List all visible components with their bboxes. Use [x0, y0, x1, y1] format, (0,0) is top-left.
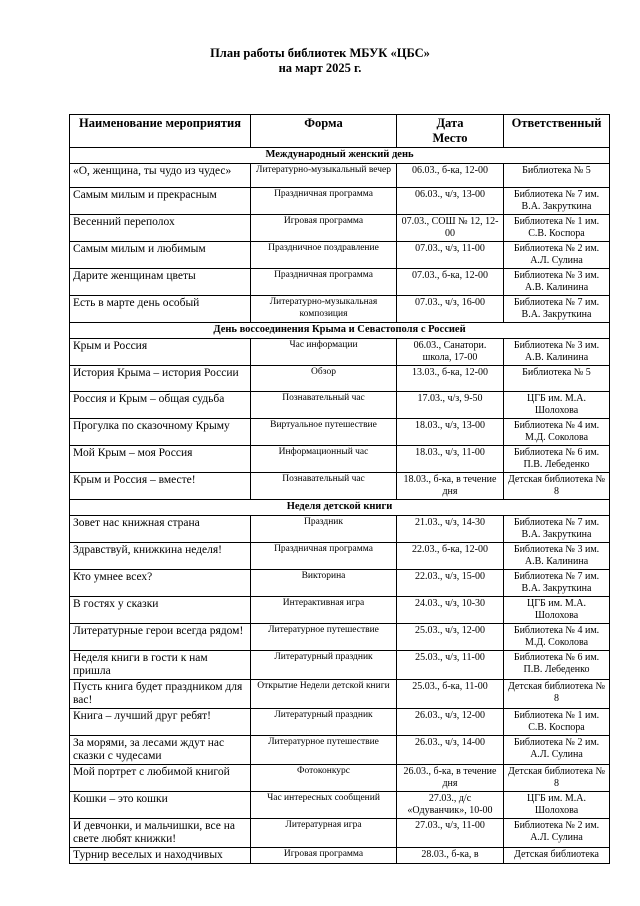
table-row [70, 473, 610, 500]
event-name-cell: Россия и Крым – общая судьба [70, 392, 251, 419]
event-form-cell: Час информации [251, 339, 397, 366]
event-form-cell: Открытие Недели детской книги [251, 680, 397, 709]
event-form-cell: Литературное путешествие [251, 624, 397, 651]
event-name-cell: Зовет нас книжная страна [70, 516, 251, 543]
event-form-cell: Игровая программа [251, 848, 397, 864]
table-row [70, 516, 610, 543]
events-table [69, 114, 610, 864]
event-date-cell: 22.03., ч/з, 15-00 [397, 570, 504, 597]
event-form-cell: Праздничная программа [251, 269, 397, 296]
table-row [70, 624, 610, 651]
event-date-cell: 25.03., ч/з, 11-00 [397, 651, 504, 680]
event-form-cell: Литературный праздник [251, 709, 397, 736]
event-form-cell: Познавательный час [251, 473, 397, 500]
event-form-cell: Обзор [251, 366, 397, 392]
event-date-cell: 27.03., д/с «Одуванчик», 10-00 [397, 792, 504, 819]
table-row [70, 792, 610, 819]
event-form-cell: Игровая программа [251, 215, 397, 242]
event-form-cell: Литературное путешествие [251, 736, 397, 765]
event-date-cell: 27.03., ч/з, 11-00 [397, 819, 504, 848]
event-name-cell: За морями, за лесами ждут нас сказки с чудесами [70, 736, 251, 765]
event-responsible-cell: Библиотека № 7 им. В.А. Закруткина [504, 516, 610, 543]
event-responsible-cell: Библиотека № 7 им. В.А. Закруткина [504, 570, 610, 597]
table-row [70, 419, 610, 446]
event-date-cell: 26.03., ч/з, 14-00 [397, 736, 504, 765]
event-responsible-cell: Библиотека № 4 им. М.Д. Соколова [504, 624, 610, 651]
event-responsible-cell: Библиотека № 6 им. П.В. Лебеденко [504, 446, 610, 473]
event-date-cell: 07.03., б-ка, 12-00 [397, 269, 504, 296]
event-date-cell: 18.03., ч/з, 11-00 [397, 446, 504, 473]
table-row [70, 269, 610, 296]
event-form-cell: Праздник [251, 516, 397, 543]
header-responsible: Ответственный [504, 115, 610, 148]
event-form-cell: Виртуальное путешествие [251, 419, 397, 446]
section-title: День воссоединения Крыма и Севастополя с Россией [70, 323, 610, 339]
table-row [70, 765, 610, 792]
header-date-line2: Место [432, 131, 468, 145]
title-line-2: на март 2025 г. [278, 61, 362, 75]
event-responsible-cell: Детская библиотека № 8 [504, 473, 610, 500]
event-date-cell: 26.03., ч/з, 12-00 [397, 709, 504, 736]
event-form-cell: Праздничная программа [251, 543, 397, 570]
event-responsible-cell: ЦГБ им. М.А. Шолохова [504, 392, 610, 419]
event-name-cell: Весенний переполох [70, 215, 251, 242]
event-date-cell: 13.03., б-ка, 12-00 [397, 366, 504, 392]
event-name-cell: Прогулка по сказочному Крыму [70, 419, 251, 446]
event-name-cell: И девчонки, и мальчишки, все на свете любят книжки! [70, 819, 251, 848]
section-row [70, 323, 610, 339]
table-row [70, 339, 610, 366]
section-row [70, 148, 610, 164]
event-form-cell: Информационный час [251, 446, 397, 473]
event-form-cell: Познавательный час [251, 392, 397, 419]
event-form-cell: Викторина [251, 570, 397, 597]
table-row [70, 242, 610, 269]
section-row [70, 500, 610, 516]
event-responsible-cell: Библиотека № 4 им. М.Д. Соколова [504, 419, 610, 446]
event-responsible-cell: Библиотека № 1 им. С.В. Коспора [504, 215, 610, 242]
event-name-cell: Пусть книга будет праздником для вас! [70, 680, 251, 709]
event-responsible-cell: Библиотека № 1 им. С.В. Коспора [504, 709, 610, 736]
event-name-cell: Есть в марте день особый [70, 296, 251, 323]
event-responsible-cell: Библиотека № 5 [504, 164, 610, 188]
event-form-cell: Литературный праздник [251, 651, 397, 680]
event-responsible-cell: Библиотека № 5 [504, 366, 610, 392]
event-date-cell: 06.03., Санатори. школа, 17-00 [397, 339, 504, 366]
event-form-cell: Праздничная программа [251, 188, 397, 215]
event-date-cell: 28.03., б-ка, в [397, 848, 504, 864]
event-form-cell: Праздничное поздравление [251, 242, 397, 269]
table-row [70, 188, 610, 215]
event-name-cell: Турнир веселых и находчивых [70, 848, 251, 864]
event-responsible-cell: Библиотека № 2 им. А.Л. Сулина [504, 819, 610, 848]
event-responsible-cell: Библиотека № 2 им. А.Л. Сулина [504, 736, 610, 765]
event-name-cell: История Крыма – история России [70, 366, 251, 392]
event-name-cell: Книга – лучший друг ребят! [70, 709, 251, 736]
event-responsible-cell: Детская библиотека [504, 848, 610, 864]
event-name-cell: Литературные герои всегда рядом! [70, 624, 251, 651]
table-row [70, 597, 610, 624]
event-date-cell: 24.03., ч/з, 10-30 [397, 597, 504, 624]
event-date-cell: 18.03., ч/з, 13-00 [397, 419, 504, 446]
event-date-cell: 18.03., б-ка, в течение дня [397, 473, 504, 500]
table-row [70, 709, 610, 736]
event-date-cell: 17.03., ч/з, 9-50 [397, 392, 504, 419]
section-title: Международный женский день [70, 148, 610, 164]
event-responsible-cell: ЦГБ им. М.А. Шолохова [504, 792, 610, 819]
event-responsible-cell: Библиотека № 7 им. В.А. Закруткина [504, 296, 610, 323]
header-form: Форма [251, 115, 397, 148]
table-row [70, 848, 610, 864]
event-name-cell: В гостях у сказки [70, 597, 251, 624]
event-date-cell: 07.03., СОШ № 12, 12-00 [397, 215, 504, 242]
table-header-row [70, 115, 610, 148]
event-date-cell: 21.03., ч/з, 14-30 [397, 516, 504, 543]
section-title: Неделя детской книги [70, 500, 610, 516]
table-row [70, 736, 610, 765]
event-date-cell: 06.03., ч/з, 13-00 [397, 188, 504, 215]
event-name-cell: Кто умнее всех? [70, 570, 251, 597]
header-date [397, 115, 504, 148]
event-responsible-cell: Библиотека № 3 им. А.В. Калинина [504, 543, 610, 570]
table-row [70, 570, 610, 597]
table-body [70, 148, 610, 864]
event-name-cell: Кошки – это кошки [70, 792, 251, 819]
event-date-cell: 07.03., ч/з, 16-00 [397, 296, 504, 323]
event-date-cell: 06.03., б-ка, 12-00 [397, 164, 504, 188]
event-name-cell: Дарите женщинам цветы [70, 269, 251, 296]
table-row [70, 651, 610, 680]
event-date-cell: 26.03., б-ка, в течение дня [397, 765, 504, 792]
event-form-cell: Интерактивная игра [251, 597, 397, 624]
event-name-cell: Здравствуй, книжкина неделя! [70, 543, 251, 570]
event-name-cell: Мой портрет с любимой книгой [70, 765, 251, 792]
table-row [70, 164, 610, 188]
event-responsible-cell: Детская библиотека № 8 [504, 765, 610, 792]
event-date-cell: 25.03., б-ка, 11-00 [397, 680, 504, 709]
event-date-cell: 07.03., ч/з, 11-00 [397, 242, 504, 269]
table-row [70, 819, 610, 848]
event-form-cell: Литературная игра [251, 819, 397, 848]
event-form-cell: Час интересных сообщений [251, 792, 397, 819]
event-responsible-cell: Библиотека № 3 им. А.В. Калинина [504, 339, 610, 366]
table-row [70, 366, 610, 392]
event-responsible-cell: Детская библиотека № 8 [504, 680, 610, 709]
table-row [70, 215, 610, 242]
table-row [70, 680, 610, 709]
event-name-cell: Самым милым и прекрасным [70, 188, 251, 215]
event-name-cell: Неделя книги в гости к нам пришла [70, 651, 251, 680]
event-form-cell: Литературно-музыкальный вечер [251, 164, 397, 188]
event-date-cell: 25.03., ч/з, 12-00 [397, 624, 504, 651]
event-name-cell: Самым милым и любимым [70, 242, 251, 269]
table-row [70, 446, 610, 473]
event-responsible-cell: Библиотека № 2 им. А.Л. Сулина [504, 242, 610, 269]
event-form-cell: Литературно-музыкальная композиция [251, 296, 397, 323]
event-form-cell: Фотоконкурс [251, 765, 397, 792]
table-row [70, 392, 610, 419]
header-date-line1: Дата [436, 116, 464, 130]
event-name-cell: Мой Крым – моя Россия [70, 446, 251, 473]
event-name-cell: Крым и Россия [70, 339, 251, 366]
event-responsible-cell: Библиотека № 6 им. П.В. Лебеденко [504, 651, 610, 680]
header-name: Наименование мероприятия [70, 115, 251, 148]
table-row [70, 543, 610, 570]
page-title [0, 46, 640, 76]
event-name-cell: Крым и Россия – вместе! [70, 473, 251, 500]
event-responsible-cell: Библиотека № 3 им. А.В. Калинина [504, 269, 610, 296]
event-responsible-cell: ЦГБ им. М.А. Шолохова [504, 597, 610, 624]
event-name-cell: «О, женщина, ты чудо из чудес» [70, 164, 251, 188]
table-row [70, 296, 610, 323]
title-line-1: План работы библиотек МБУК «ЦБС» [210, 46, 430, 60]
event-responsible-cell: Библиотека № 7 им. В.А. Закруткина [504, 188, 610, 215]
event-date-cell: 22.03., б-ка, 12-00 [397, 543, 504, 570]
